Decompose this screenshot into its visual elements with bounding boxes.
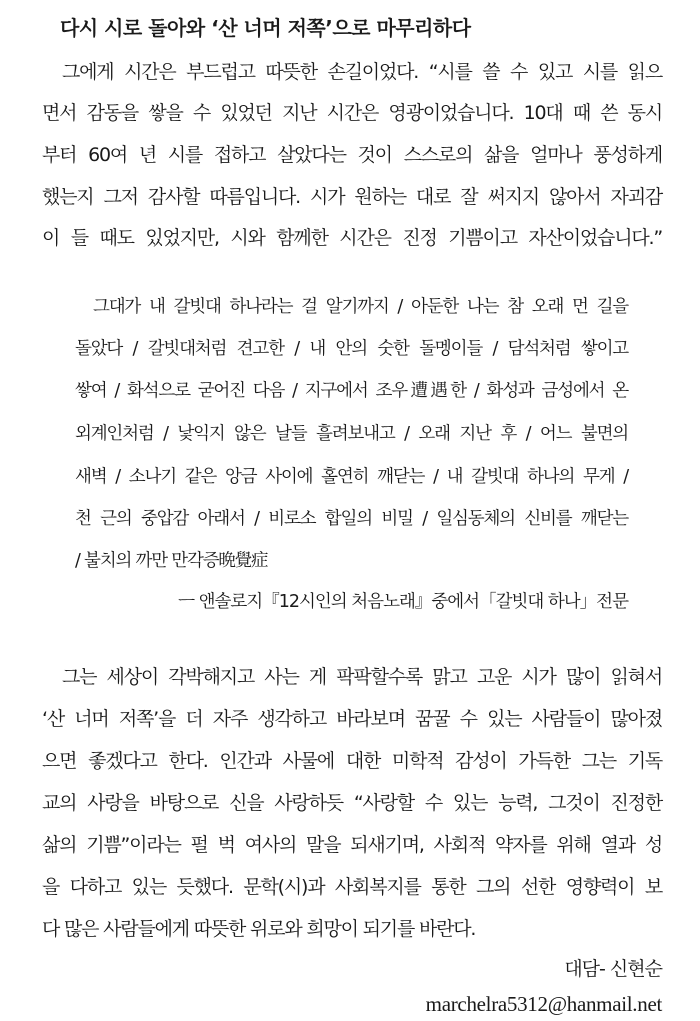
email-address: marchelra5312@hanmail.net	[425, 992, 662, 1016]
paragraph-line: 면서 감동을 쌓을 수 있었던 지난 시간은 영광이었습니다. 10대 때 쓴 동시	[42, 102, 662, 124]
poem-line: 돌았다 / 갈빗대처럼 견고한 / 내 안의 숫한 돌멩이들 / 담석처럼 쌓이고	[75, 339, 628, 359]
poem-line: 천 근의 중압감 아래서 / 비로소 합일의 비밀 / 일심동체의 신비를 깨닫는	[75, 509, 628, 529]
poem-line: / 불치의 까만 만각증晩覺症	[75, 551, 268, 571]
paragraph-line: 그에게 시간은 부드럽고 따뜻한 손길이었다. “시를 쓸 수 있고 시를 읽으	[62, 61, 662, 83]
paragraph-line: 그는 세상이 각박해지고 사는 게 팍팍할수록 맑고 고운 시가 많이 읽혀서	[62, 666, 662, 688]
poem-line: 새벽 / 소나기 같은 앙금 사이에 홀연히 깨닫는 / 내 갈빗대 하나의 무게 /	[75, 467, 628, 487]
interviewer-signature: 대담- 신현순	[564, 958, 662, 980]
poem-attribution: ㅡ 앤솔로지『12시인의 처음노래』중에서「갈빗대 하나」전문	[178, 592, 628, 612]
paragraph-line: 했는지 그저 감사할 따름입니다. 시가 원하는 대로 잘 써지지 않아서 자괴감	[42, 186, 662, 208]
paragraph-line: 교의 사랑을 바탕으로 신을 사랑하듯 “사랑할 수 있는 능력, 그것이 진정한	[42, 792, 662, 814]
paragraph-line: ‘산 너머 저쪽’을 더 자주 생각하고 바라보며 꿈꿀 수 있는 사람들이 많아졌	[42, 708, 662, 730]
poem-line: 쌓여 / 화석으로 굳어진 다음 / 지구에서 조우遭遇한 / 화성과 금성에서 온	[75, 381, 628, 401]
poem-line: 외계인처럼 / 낯익지 않은 날들 흘려보내고 / 오래 지난 후 / 어느 불면의	[75, 424, 628, 444]
section-heading: 다시 시로 돌아와 ‘산 너머 저쪽’으로 마무리하다	[60, 16, 471, 40]
paragraph-line: 부터 60여 년 시를 접하고 살았다는 것이 스스로의 삶을 얼마나 풍성하게	[42, 144, 662, 166]
poem-line: 그대가 내 갈빗대 하나라는 걸 알기까지 / 아둔한 나는 참 오래 먼 길을	[93, 297, 628, 317]
paragraph-line: 으면 좋겠다고 한다. 인간과 사물에 대한 미학적 감성이 가득한 그는 기독	[42, 750, 662, 772]
paragraph-line: 다 많은 사람들에게 따뜻한 위로와 희망이 되기를 바란다.	[42, 918, 476, 940]
paragraph-line: 을 다하고 있는 듯했다. 문학(시)과 사회복지를 통한 그의 선한 영향력이 보	[42, 876, 662, 898]
paragraph-line: 삶의 기쁨”이라는 펄 벅 여사의 말을 되새기며, 사회적 약자를 위해 열과 성	[42, 834, 662, 856]
paragraph-line: 이 들 때도 있었지만, 시와 함께한 시간은 진정 기쁨이고 자산이었습니다.”	[42, 227, 662, 249]
